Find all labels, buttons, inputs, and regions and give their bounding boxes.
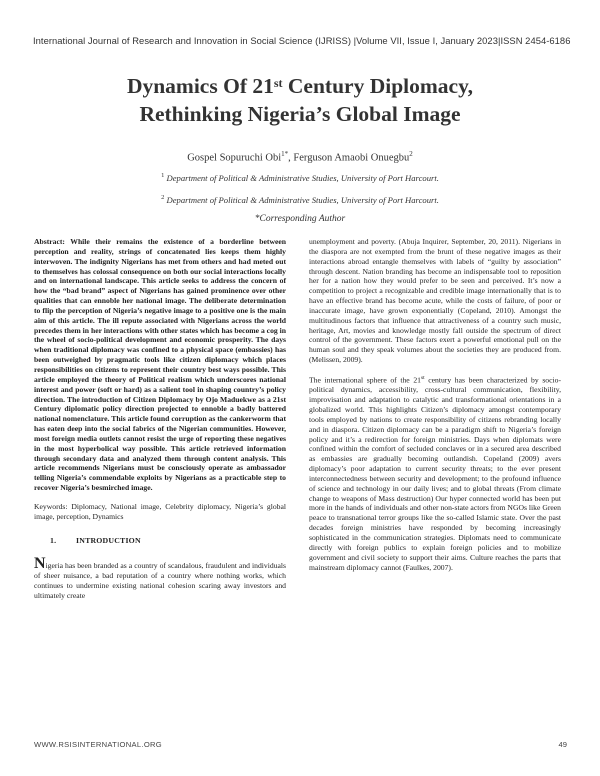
paragraph-1: unemployment and poverty. (Abuja Inquirer, September, 20, 2011). Nigerians in the diaspora are not exempted from the brunt of these negative images as their interactions abroad entangle themselves with labels of “guilty by association” through descent. Nation branding has become an indispensable tool to reposition her for a nation how they would prefer to be seen and perceived. It’s now a competition to project a recognizable and credible image internationally that is to have an effective brand has become acute, while the costs of failure, of poor or inaccurate image, have grown exponentially (Copeland, 2010). Amongst the multitudinous factors that influence that attractiveness of a country such music, heritage, Art, movies and knowledge mostly fall outside the spectrum of direct control of the government. These factors exert a powerful emotional pull on the human soul and they speak volumes about the societies they are produced from. (Melissen, 2009).: [309, 237, 561, 365]
footer-site: WWW.RSISINTERNATIONAL.ORG: [34, 740, 163, 749]
author1: Gospel Sopuruchi Obi: [187, 152, 282, 164]
intro-text: igeria has been branded as a country of scandalous, fraudulent and individuals of sheer nuisance, a bad reputation of a country where nothing works, which continues to undermine existing national cohesion scaring away investors and ultimately create: [34, 561, 286, 600]
title-line2: Rethinking Nigeria’s Global Image: [139, 102, 461, 126]
intro-paragraph: [34, 555, 286, 600]
section-heading: [50, 536, 286, 546]
drop-cap: N: [34, 555, 46, 573]
journal-header: International Journal of Research and Innovation in Social Science (IJRISS) |Volume VII, Issue I, January 2023|ISSN 2454-6186: [33, 35, 571, 46]
section-title: INTRODUCTION: [76, 535, 141, 545]
corresponding-author: *Corresponding Author: [254, 214, 346, 224]
affiliation-1: [0, 172, 600, 183]
p2-post: century has been characterized by socio-political dynamics, accessibility, cross-cultural communication, flexibility, improvisation and adaptation to catalytic and transformational orientations in a globalized world. This highlights Citizen’s diplomacy amongst contemporary tools employed by nations to create responsibility of citizens rebranding locally and in diaspora. Citizen diplomacy can be a paradigm shift to Nigeria’s foreign policy and it’s a redirection for foreign ministries. Days when diplomats were confined within the comfort of secluded conclaves or in a secured area described as embassies are gradually becoming outlandish. Copeland (2009) avers diplomacy’s poor adaptation to current security threats; to the ever present interconnectedness between security and development; to the profound influence of science and technology in our daily lives; and to global threats (From climate change to weapons of Mass destruction) Our hyper connected world has been put more in the hands of individuals and other non-state actors from NGOs like Green peace to transnational terror groups like the so-called Islamic state. Over the past decades foreign ministries have responded by becoming increasingly sophisticated in the communication strategies. Diplomats need to communicate directly with foreign publics to explain foreign policies and to mobilize government and civil society to support their aims. Culture reaches the parts that mainstream diplomacy cannot (Faulkes, 2007).: [309, 375, 561, 572]
page-number: 49: [558, 740, 567, 749]
author2: , Ferguson Amaobi Onuegbu: [288, 152, 410, 164]
aff2-num: 2: [161, 194, 165, 201]
paragraph-2: [309, 374, 561, 572]
affiliation-2: [0, 194, 600, 205]
title-line1-sup: st: [273, 76, 283, 90]
aff2-text: Department of Political & Administrative Studies, University of Port Harcourt.: [164, 194, 439, 205]
p2-sup: st: [420, 374, 425, 381]
author2-sup: 2: [409, 150, 413, 158]
p2-pre: The international sphere of the 21: [309, 375, 421, 385]
keywords: Keywords: Diplomacy, National image, Celebrity diplomacy, Nigeria’s global image, perception, Dynamics: [34, 501, 286, 521]
title-line1-post: Century Diplomacy,: [282, 74, 474, 98]
authors: [0, 150, 600, 164]
title-line1-pre: Dynamics Of 21: [126, 74, 274, 98]
left-column: [34, 237, 286, 601]
aff1-text: Department of Political & Administrative Studies, University of Port Harcourt.: [164, 172, 439, 183]
author1-sup: 1*: [281, 150, 289, 158]
right-column: [309, 237, 561, 581]
abstract: Abstract: While their remains the existence of a borderline between perception and reality, strings of concatenated lies keeps them highly interwoven. The indignity Nigerians has met from others and had meted out to themselves has colossal consequence on both our social interactions locally and on international landscape. This article seeks to address the concern of how the “bad brand” aspect of Nigerians has gained prominence over other qualities that can ennoble her national image. The deliberate determination to flip the perception of Nigeria’s negative image to a positive one is the main aim of this article. The ill repute associated with Nigerians across the world precedes them in her interactions with other states which has become a cog in the wheel of socio-political development and economic prosperity. The days when traditional diplomacy was confined to a physical space (embassies) has been outweighed by pragmatic tools like citizen diplomacy which places responsibilities on citizens to represent their country best ways possible. This article employed the theory of Political realism which underscores national interest and power (soft or hard) as a salient tool in shaping country’s policy direction. The introduction of Citizen Diplomacy by Ojo Maduekwe as a 21st Century diplomatic policy direction projected to ennoble a badly battered national nomenclature. This article found corruption as the cankerworm that has eaten deep into the social fabrics of the Nigerian communities. However, most foreign media outlets cannot resist the urge of reporting these negatives in the most hyperbolical way possible. This article retrieved information through secondary data and analyzed them through content analysis. This article recommends Nigerians must be consciously operate as ambassador telling Nigeria’s commendable exploits by Nigerians as a practicable step to recover Nigeria’s besmirched image.: [34, 237, 286, 493]
section-number: 1.: [50, 535, 57, 545]
paper-title: [40, 72, 560, 128]
aff1-num: 1: [161, 172, 165, 179]
